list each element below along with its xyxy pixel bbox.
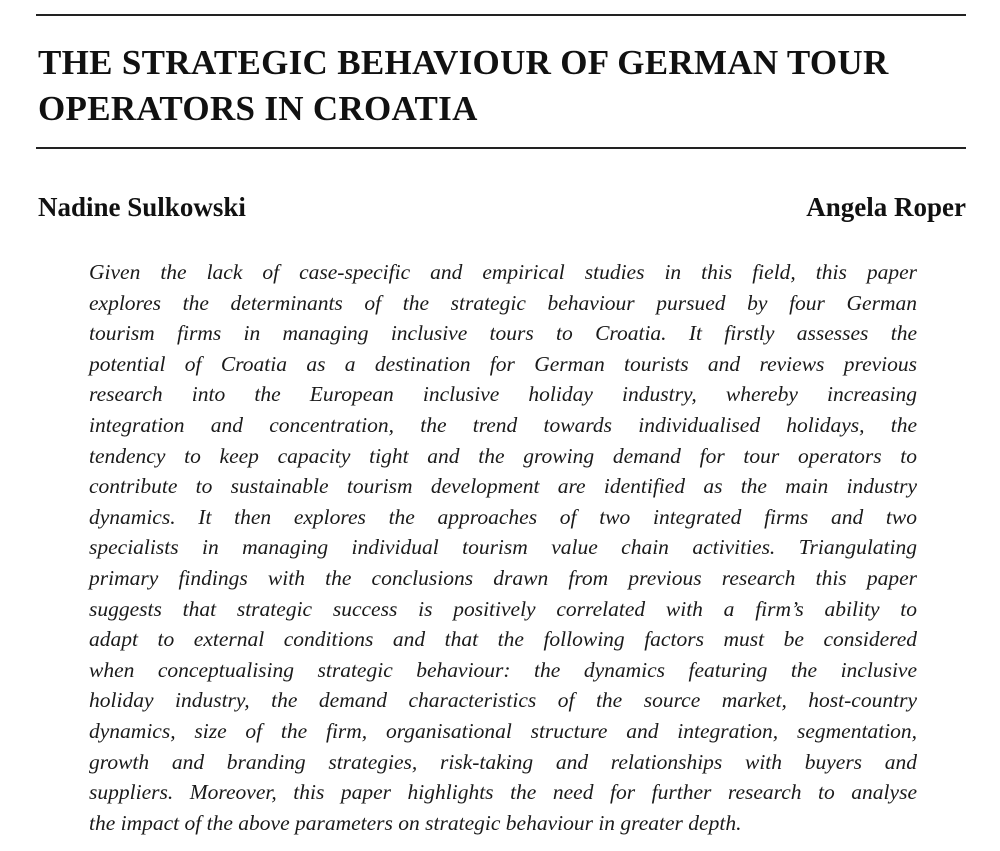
abstract-line: tourism firms in managing inclusive tours to Croatia. It firstly assesses the xyxy=(89,321,917,346)
title-line: THE STRATEGIC BEHAVIOUR OF GERMAN TOUR xyxy=(38,43,889,82)
abstract-line: contribute to sustainable tourism development are identified as the main industry xyxy=(89,474,917,499)
abstract-line: potential of Croatia as a destination for German tourists and reviews previous xyxy=(89,351,917,376)
abstract-line: integration and concentration, the trend towards individualised holidays, the xyxy=(89,412,917,437)
abstract-line: growth and branding strategies, risk-taking and relationships with buyers and xyxy=(89,749,917,774)
abstract-line: tendency to keep capacity tight and the growing demand for tour operators to xyxy=(89,443,917,468)
paper-title xyxy=(38,40,968,132)
abstract-line: adapt to external conditions and that the following factors must be considered xyxy=(89,627,917,652)
abstract-line: explores the determinants of the strategic behaviour pursued by four German xyxy=(89,290,917,315)
abstract xyxy=(89,257,917,838)
abstract-line: Given the lack of case-specific and empirical studies in this field, this paper xyxy=(89,260,917,284)
bottom-rule xyxy=(36,147,966,149)
top-rule xyxy=(36,14,966,16)
abstract-line: suppliers. Moreover, this paper highlights the need for further research to analyse xyxy=(89,780,917,805)
abstract-line: when conceptualising strategic behaviour: the dynamics featuring the inclusive xyxy=(89,657,917,682)
abstract-line: specialists in managing individual tourism value chain activities. Triangulating xyxy=(89,535,917,560)
abstract-line: suggests that strategic success is positively correlated with a firm’s ability to xyxy=(89,596,917,621)
title-line: OPERATORS IN CROATIA xyxy=(38,89,478,128)
abstract-line: dynamics, size of the firm, organisational structure and integration, segmentation, xyxy=(89,718,917,743)
abstract-line: dynamics. It then explores the approaches of two integrated firms and two xyxy=(89,504,917,529)
abstract-line: the impact of the above parameters on strategic behaviour in greater depth. xyxy=(89,810,742,835)
abstract-line: research into the European inclusive holiday industry, whereby increasing xyxy=(89,382,917,407)
abstract-line: primary findings with the conclusions drawn from previous research this paper xyxy=(89,565,917,590)
author-name: Nadine Sulkowski xyxy=(38,192,246,222)
author-name: Angela Roper xyxy=(806,192,966,222)
abstract-line: holiday industry, the demand characteristics of the source market, host-country xyxy=(89,688,917,713)
author-list xyxy=(38,192,966,228)
